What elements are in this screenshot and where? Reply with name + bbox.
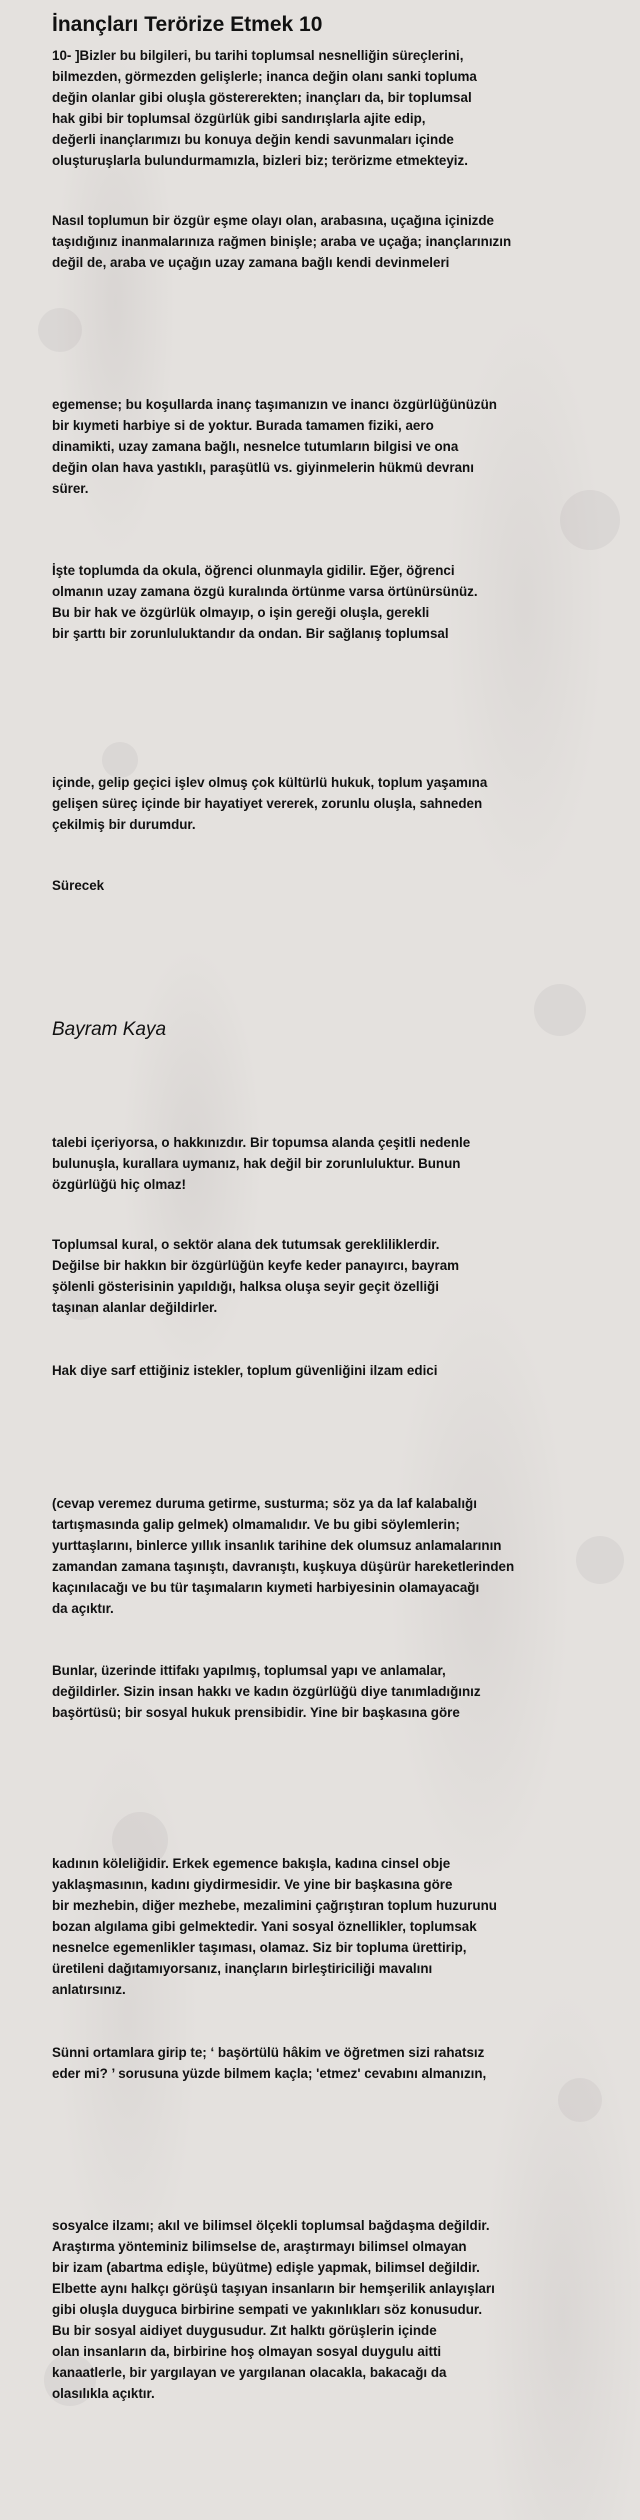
text-line: (cevap veremez duruma getirme, susturma; söz ya da laf kalabalığı (52, 1496, 477, 1511)
text-line: özgürlüğü hiç olmaz! (52, 1177, 186, 1192)
text-line: Sünni ortamlara girip te; ‘ başörtülü hâkim ve öğretmen sizi rahatsız (52, 2045, 485, 2060)
paragraph-1 (52, 45, 622, 171)
paragraph-2 (52, 210, 622, 273)
text-line: kaçınılacağı ve bu tür taşımaların kıymeti harbiyesinin olamayacağı (52, 1580, 480, 1595)
text-line: gibi oluşla duyguca birbirine sempati ve yakınlıkları söz konusudur. (52, 2302, 483, 2317)
text-line: değin olanlar gibi oluşla göstererekten; inançları da, bir toplumsal (52, 90, 472, 105)
text-line: şölenli gösterisinin yapıldığı, halksa oluşa seyir geçit özelliği (52, 1279, 439, 1294)
text-line: Sürecek (52, 878, 105, 893)
text-line: sürer. (52, 481, 89, 496)
text-line: dinamikti, uzay zamana bağlı, nesnelce tutumların bilgisi ve ona (52, 439, 459, 454)
text-line: değin olan hava yastıklı, paraşütlü vs. giyinmelerin hükmü devranı (52, 460, 474, 475)
text-line: Bu bir sosyal aidiyet duygusudur. Zıt halktı görüşlerin içinde (52, 2323, 437, 2338)
paragraph-5 (52, 772, 622, 835)
text-line: taşınan alanlar değildirler. (52, 1300, 218, 1315)
paragraph-4 (52, 560, 622, 644)
paragraph-13 (52, 2042, 622, 2084)
continued-note (52, 875, 622, 896)
text-line: olan insanların da, birbirine hoş olmayan sosyal duygulu aitti (52, 2344, 442, 2359)
text-line: zamandan zamana taşınıştı, davranıştı, kuşkuya düşürür hareketlerinden (52, 1559, 515, 1574)
text-line: çekilmiş bir durumdur. (52, 817, 196, 832)
text-line: anlatırsınız. (52, 1982, 126, 1997)
text-line: Bunlar, üzerinde ittifakı yapılmış, toplumsal yapı ve anlamalar, (52, 1663, 446, 1678)
text-line: egemense; bu koşullarda inanç taşımanızın ve inancı özgürlüğünüzün (52, 397, 497, 412)
text-line: kanaatlerle, bir yargılayan ve yargılanan olacakla, bakacağı da (52, 2365, 447, 2380)
text-line: yaklaşmasının, kadını giydirmesidir. Ve yine bir başkasına göre (52, 1877, 453, 1892)
text-line: Hak diye sarf ettiğiniz istekler, toplum güvenliğini ilzam edici (52, 1363, 438, 1378)
text-line: başörtüsü; bir sosyal hukuk prensibidir. Yine bir başkasına göre (52, 1705, 460, 1720)
paragraph-9 (52, 1360, 622, 1381)
text-line: değerli inançlarımızı bu konuya değin kendi savunmaları içinde (52, 132, 454, 147)
text-line: değildirler. Sizin insan hakkı ve kadın özgürlüğü diye tanımladığınız (52, 1684, 481, 1699)
text-line: Toplumsal kural, o sektör alana dek tutumsak gerekliliklerdir. (52, 1237, 440, 1252)
text-line: hak gibi bir toplumsal özgürlük gibi sandırışlarla ajite edip, (52, 111, 426, 126)
text-line: eder mi? ’ sorusuna yüzde bilmem kaçla; 'etmez' cevabını almanızın, (52, 2066, 487, 2081)
paragraph-7 (52, 1132, 622, 1195)
text-line: oluşturuşlarla bulundurmamızla, bizleri biz; terörizme etmekteyiz. (52, 153, 468, 168)
text-line: bulunuşla, kurallara uymanız, hak değil bir zorunluluktur. Bunun (52, 1156, 461, 1171)
text-line: bozan algılama gibi gelmektedir. Yani sosyal öznellikler, toplumsak (52, 1919, 477, 1934)
text-line: 10- ]Bizler bu bilgileri, bu tarihi toplumsal nesnelliğin süreçlerini, (52, 48, 464, 63)
text-line: yurttaşlarını, binlerce yıllık insanlık tarihine dek olumsuz anlamalarının (52, 1538, 502, 1553)
paragraph-12 (52, 1853, 622, 2000)
text-line: tartışmasında galip gelmek) olmamalıdır. Ve bu gibi söylemlerin; (52, 1517, 460, 1532)
text-line: talebi içeriyorsa, o hakkınızdır. Bir topumsa alanda çeşitli nedenle (52, 1135, 471, 1150)
article-title: İnançları Terörize Etmek 10 (52, 13, 323, 36)
text-line: bir şarttı bir zorunluluktandır da ondan. Bir sağlanış toplumsal (52, 626, 449, 641)
text-line: değil de, araba ve uçağın uzay zamana bağlı kendi devinmeleri (52, 255, 450, 270)
paragraph-14 (52, 2215, 622, 2404)
text-line: bir kıymeti harbiye si de yoktur. Burada tamamen fiziki, aero (52, 418, 434, 433)
text-line: Nasıl toplumun bir özgür eşme olayı olan, arabasına, uçağına içinizde (52, 213, 494, 228)
paragraph-8 (52, 1234, 622, 1318)
text-line: Elbette aynı halkçı görüşü taşıyan insanların bir hemşerilik anlayışları (52, 2281, 495, 2296)
text-line: üretileni dağıtamıyorsanız, inançların birleştiriciliği mavalını (52, 1961, 433, 1976)
text-line: Bu bir hak ve özgürlük olmayıp, o işin gereği oluşla, gerekli (52, 605, 430, 620)
paragraph-11 (52, 1660, 622, 1723)
text-line: olmanın uzay zamana özgü kuralında örtünme varsa örtünürsünüz. (52, 584, 478, 599)
text-line: taşıdığınız inanmalarınıza rağmen binişle; araba ve uçağa; inançlarınızın (52, 234, 512, 249)
text-line: nesnelce egemenlikler taşıması, olamaz. Siz bir topluma ürettirip, (52, 1940, 467, 1955)
text-line: bir izam (abartma edişle, büyütme) edişle yapmak, bilimsel değildir. (52, 2260, 480, 2275)
text-line: gelişen süreç içinde bir hayatiyet vererek, zorunlu oluşla, sahneden (52, 796, 483, 811)
text-line: İşte toplumda da okula, öğrenci olunmayla gidilir. Eğer, öğrenci (52, 563, 455, 578)
text-line: sosyalce ilzamı; akıl ve bilimsel ölçekli toplumsal bağdaşma değildir. (52, 2218, 490, 2233)
paragraph-3 (52, 394, 622, 499)
author-name: Bayram Kaya (52, 1019, 167, 1040)
text-line: bilmezden, görmezden gelişlerle; inanca değin olanı sanki topluma (52, 69, 477, 84)
text-line: kadının köleliğidir. Erkek egemence bakışla, kadına cinsel obje (52, 1856, 451, 1871)
paragraph-10 (52, 1493, 622, 1619)
text-line: Değilse bir hakkın bir özgürlüğün keyfe keder panayırcı, bayram (52, 1258, 460, 1273)
text-line: Araştırma yönteminiz bilimselse de, araştırmayı bilimsel olmayan (52, 2239, 467, 2254)
text-line: bir mezhebin, diğer mezhebe, mezalimini çağrıştıran toplum huzurunu (52, 1898, 497, 1913)
text-line: da açıktır. (52, 1601, 114, 1616)
text-line: olasılıkla açıktır. (52, 2386, 155, 2401)
text-line: içinde, gelip geçici işlev olmuş çok kültürlü hukuk, toplum yaşamına (52, 775, 488, 790)
